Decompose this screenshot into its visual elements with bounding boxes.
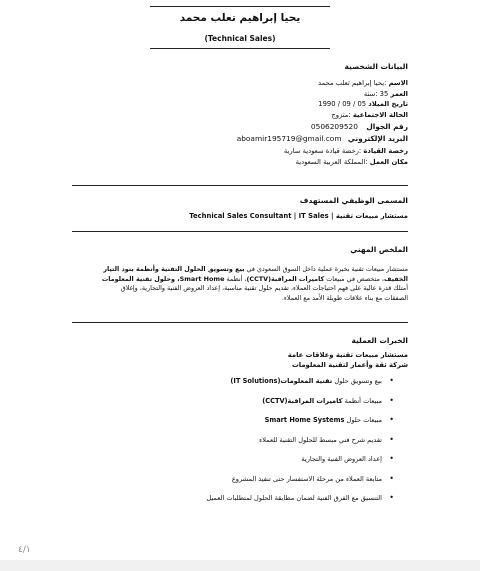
personal-label: العمر (390, 89, 408, 98)
section-divider (72, 185, 408, 186)
personal-value: aboamir195719@gmail.com (236, 134, 342, 143)
personal-label: الحالة الاجتماعية (352, 110, 408, 119)
experience-bullet: • مبيعات حلول Smart Home Systems (206, 416, 394, 436)
section-divider (72, 231, 408, 232)
summary-paragraph (78, 265, 408, 303)
personal-value: :رخصة قيادة سعودية سارية (283, 147, 362, 155)
summary-line: الصفقات مع بناء علاقات طويلة الأمد مع العملاء. (281, 293, 408, 302)
personal-value: :المملكة العربية السعودية (295, 157, 368, 166)
target-title-en: Technical Sales Consultant | IT Sales | (189, 212, 334, 220)
experience-bullets (206, 377, 394, 514)
experience-role: مستشار مبيعات تقنية وعلاقات عامة (287, 351, 408, 359)
candidate-name: يحيا إبراهيم تعلب محمد (179, 12, 301, 24)
section-divider (72, 322, 408, 323)
personal-value: :يحيا إبراهيم تعلب محمد (318, 79, 387, 87)
header-divider (150, 48, 330, 49)
experience-company: شركة ثقة وأعمار لتقنية المعلومات (291, 361, 408, 369)
candidate-title: (Technical Sales) (204, 34, 276, 43)
summary-line: مستشار مبيعات تقنية بخبرة عملية داخل السوق السعودي في بيع وتسويق الحلول التقنية وأنظمة بنود التيار (103, 265, 408, 273)
personal-value: 05 / 09 / 1990 (318, 100, 367, 108)
personal-row-license (284, 146, 408, 156)
summary-heading: الملخص المهني (350, 245, 408, 254)
experience-bullet: • متابعة العملاء من مرحلة الاستفسار حتى تنفيذ المشروع (206, 475, 394, 495)
summary-line: الخفيف، متخصص في مبيعات كاميرات المراقبة(CCTV)، أنظمة Smart Home، وحلول تقنية المعلومات (101, 274, 408, 283)
personal-row-email (237, 134, 408, 144)
experience-heading: الخبرات العملية (351, 336, 408, 345)
bottom-bar (0, 560, 480, 571)
personal-value: 35 :سنة (363, 89, 389, 98)
page-number: ٤/١ (18, 545, 31, 555)
personal-value: 0506209520 (310, 122, 358, 131)
personal-row-name (318, 78, 408, 88)
personal-row-marital (331, 110, 408, 120)
personal-label: البريد الإلكتروني (347, 134, 408, 143)
experience-bullet: • مبيعات أنظمة كاميرات المراقبة(CCTV) (206, 397, 394, 417)
personal-row-workplace (296, 157, 408, 167)
top-divider (150, 6, 330, 7)
experience-bullet: • بيع وتسويق حلول تقنية المعلومات(IT Solutions) (206, 377, 394, 397)
personal-label: رقم الجوال (366, 122, 408, 131)
personal-label: مكان العمل (369, 157, 408, 166)
summary-line: أمتلك قدرة عالية على فهم احتياجات العملاء، تقديم حلول تقنية مناسبة، إعداد العروض الفنية والتجارية، وإغلاق (120, 284, 408, 292)
personal-row-age (364, 89, 408, 99)
experience-bullet: • تقديم شرح فني مبسط للحلول التقنية للعملاء (206, 436, 394, 456)
personal-heading: البيانات الشخصية (344, 62, 408, 71)
target-heading: المسمى الوظيفي المستهدف (299, 196, 408, 205)
personal-row-mobile (311, 122, 408, 132)
personal-label: رخصة القيادة (363, 147, 408, 155)
experience-bullet: • التنسيق مع الفرق الفنية لضمان مطابقة الحلول لمتطلبات العميل (206, 494, 394, 514)
target-title (189, 211, 408, 221)
experience-bullet: • إعداد العروض الفنية والتجارية (206, 455, 394, 475)
personal-value: :متزوج (331, 110, 351, 119)
personal-row-birthdate (318, 99, 408, 109)
target-title-ar: مستشار مبيعات تقنية (335, 212, 408, 220)
personal-label: الاسم (388, 79, 408, 87)
personal-label: تاريخ الميلاد (368, 100, 408, 108)
